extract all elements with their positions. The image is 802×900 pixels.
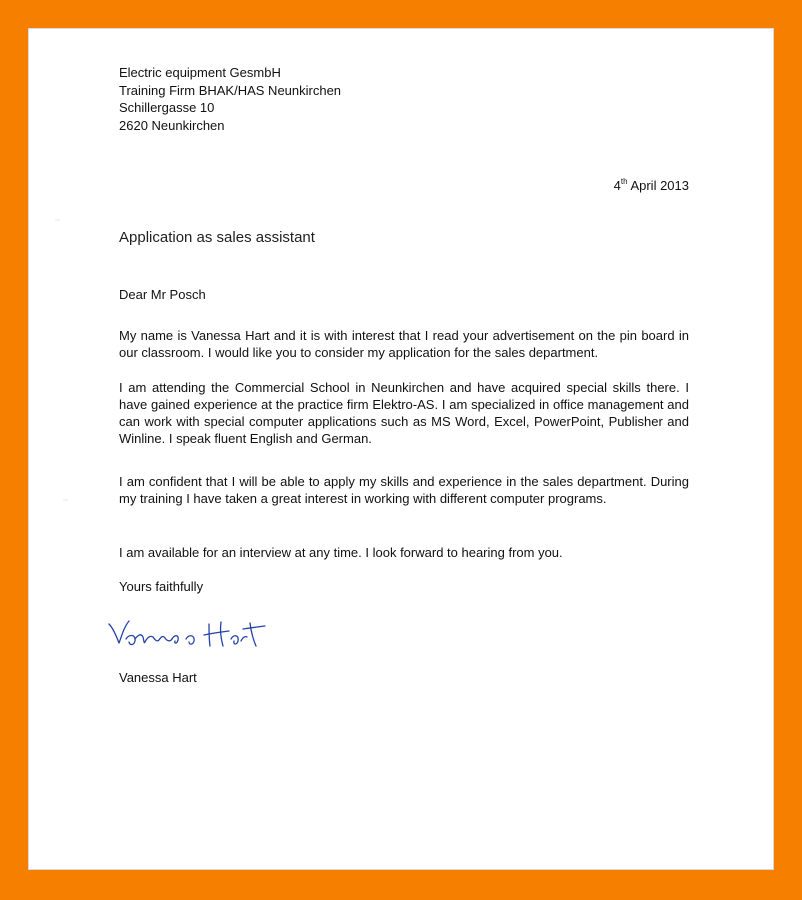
body-paragraph: I am confident that I will be able to apply my skills and experience in the sales department. During my training I have taken a great interest in working with different computer programs. (119, 474, 689, 506)
closing: Yours faithfully (119, 579, 204, 594)
date-month-year: April 2013 (630, 178, 689, 193)
salutation: Dear Mr Posch (119, 287, 206, 302)
letter-subject: Application as sales assistant (119, 229, 315, 246)
sender-line: Electric equipment GesmbH (119, 65, 281, 80)
letter-date (614, 177, 689, 194)
sender-line: Training Firm BHAK/HAS Neunkirchen (119, 82, 342, 98)
sender-line: 2620 Neunkirchen (119, 117, 225, 133)
date-ordinal-suffix: th (620, 176, 628, 186)
letter-page (28, 28, 774, 870)
paper-speck (55, 219, 60, 221)
sender-line: Schillergasse 10 (119, 100, 215, 115)
handwritten-signature (105, 615, 271, 657)
body-paragraph: My name is Vanessa Hart and it is with interest that I read your advertisement on the pin board in our classroom. I would like you to consider my application for the sales department. (119, 328, 689, 360)
signatory-name: Vanessa Hart (119, 670, 197, 685)
sender-address (119, 64, 341, 134)
body-paragraph: I am attending the Commercial School in Neunkirchen and have acquired special skills there. I have gained experience at the practice firm Elektro-AS. I am specialized in office management and can work with special computer applications such as MS Word, Excel, PowerPoint, Publisher and Winline. I speak fluent English and German. (119, 380, 689, 446)
date-day: 4 (613, 178, 621, 193)
paper-speck (63, 499, 68, 501)
body-paragraph: I am available for an interview at any time. I look forward to hearing from you. (119, 545, 563, 560)
